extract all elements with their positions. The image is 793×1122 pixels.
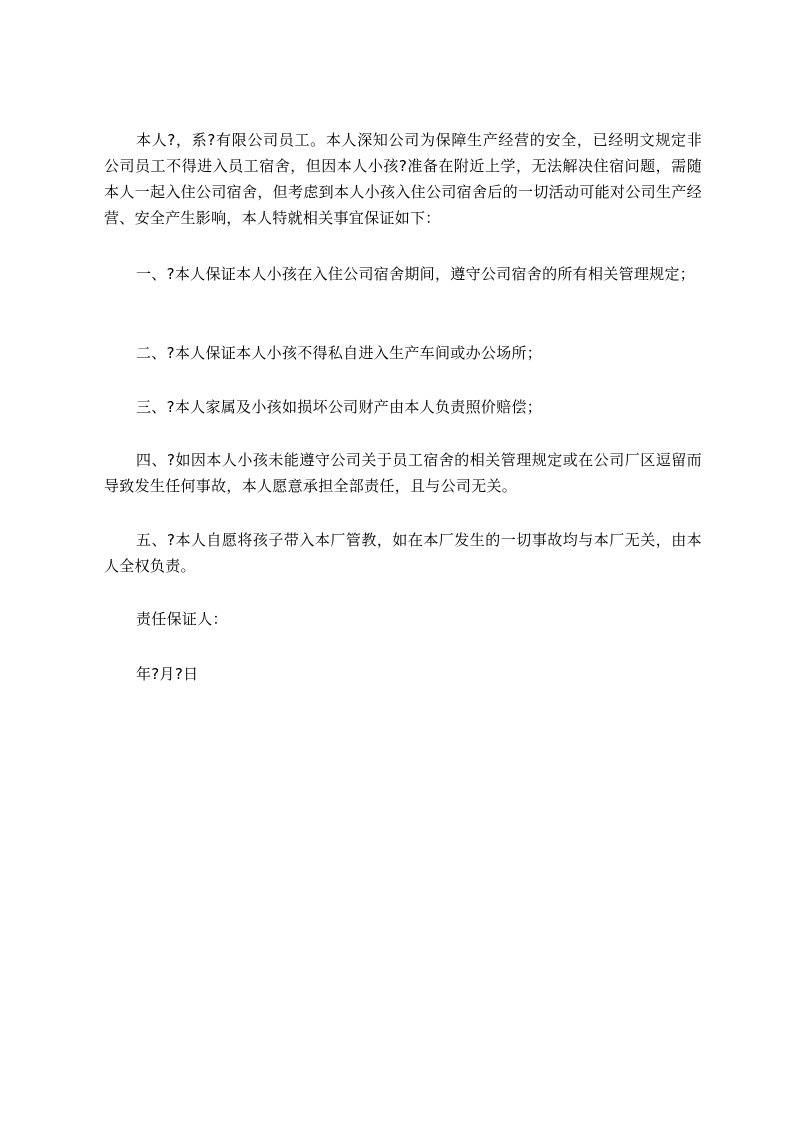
guarantee-item-2: 二、?本人保证本人小孩不得私自进入生产车间或办公场所； xyxy=(136,344,543,362)
intro-paragraph: 本人?，系?有限公司员工。本人深知公司为保障生产经营的安全，已经明文规定非公司员工不得进入员工宿舍，但因本人小孩?准备在附近上学，无法解决住宿问题，需随本人一起入住公司宿舍，但考虑到本人小孩入住公司宿舍后的一切活动可能对公司生产经营、安全产生影响，本人特就相关事宜保证如下： xyxy=(104,131,702,227)
guarantee-item-3: 三、?本人家属及小孩如损坏公司财产由本人负责照价赔偿； xyxy=(136,398,543,416)
signature-label: 责任保证人： xyxy=(136,610,228,628)
guarantee-item-5: 五、?本人自愿将孩子带入本厂管教，如在本厂发生的一切事故均与本厂无关，由本人全权负责。 xyxy=(104,531,702,575)
guarantee-item-1: 一、?本人保证本人小孩在入住公司宿舍期间，遵守公司宿舍的所有相关管理规定； xyxy=(136,265,696,283)
guarantee-item-4: 四、?如因本人小孩未能遵守公司关于员工宿舍的相关管理规定或在公司厂区逗留而导致发生任何事故，本人愿意承担全部责任，且与公司无关。 xyxy=(104,451,702,495)
date-line: 年?月?日 xyxy=(136,665,199,683)
